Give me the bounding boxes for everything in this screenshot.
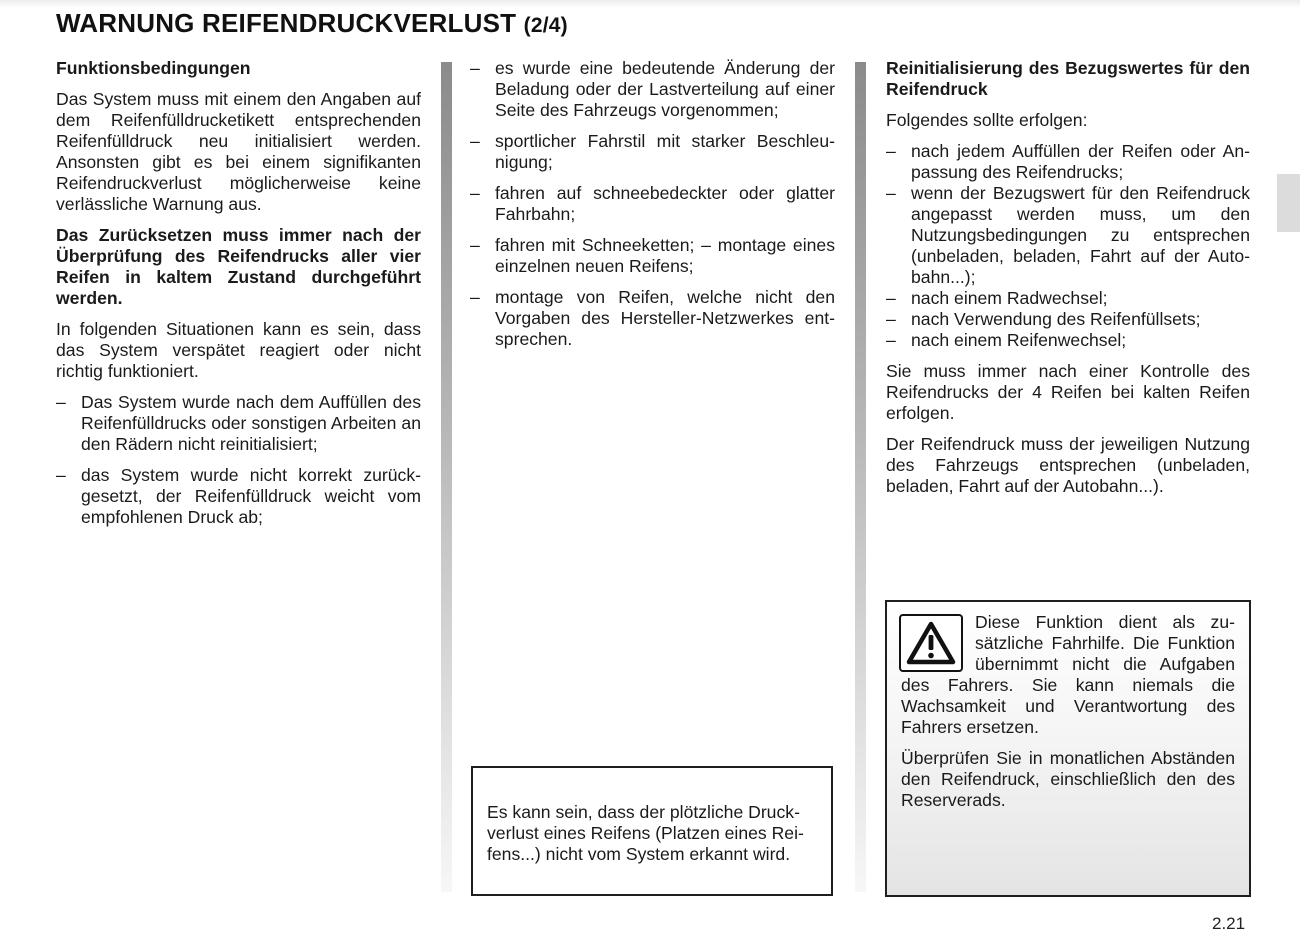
list-item: – es wurde eine bedeutende Änderung der Beladung oder der Lastverteilung auf einer Seite des Fahrzeugs vorgenommen; [470,58,835,121]
paragraph-usage: Der Reifendruck muss der jeweiligen Nutzung des Fahrzeugs entsprechen (unbeladen, beladen, Fahrt auf der Autobahn...). [886,434,1250,496]
reinit-list [886,141,1250,351]
list-item: – Das System wurde nach dem Auffüllen des Reifenfülldrucks oder sonstigen Arbeiten an den Rädern nicht reinitialisiert; [56,392,421,455]
list-item: – das System wurde nicht korrekt zurückgesetzt, der Reifenfülldruck weicht vom empfohlenen Druck ab; [56,465,421,528]
warning-text-driver-aid: Diese Funktion dient als zusätzliche Fahrhilfe. Die Funktion übernimmt nicht die Aufgaben des Fahrers. Sie kann niemals die Wachsamkeit und Verantwortung des Fahrers ersetzen. [901,612,1235,737]
column-right [886,58,1250,507]
page-number: 2.21 [1212,914,1246,933]
section-heading-funktionsbedingungen: Funktionsbedingungen [56,58,251,78]
list-item: – nach jedem Auffüllen der Reifen oder Anpassung des Reifendrucks; [886,141,1250,183]
paragraph-reset-notice: Das Zurücksetzen muss immer nach der Überprüfung des Reifendrucks aller vier Reifen in kaltem Zustand durchgeführt werden. [56,225,421,308]
list-item: – sportlicher Fahrstil mit starker Beschleunigung; [470,131,835,173]
warning-box [885,600,1251,897]
list-item: – fahren auf schneebedeckter oder glatter Fahrbahn; [470,183,835,225]
list-item: – montage von Reifen, welche nicht den Vorgaben des Hersteller-Netzwerkes entsprechen. [470,287,835,350]
warning-triangle-icon [899,614,963,672]
column-separator-left [441,62,452,892]
list-item: – wenn der Bezugswert für den Reifendruck angepasst werden muss, um den Nutzungsbedingungen zu entsprechen (unbeladen, beladen, Fahrt auf der Autobahn...); [886,183,1250,288]
list-item: – nach einem Radwechsel; [886,288,1250,309]
top-shade [0,0,1300,8]
paragraph-situations: In folgenden Situationen kann es sein, dass das System verspätet reagiert oder nicht richtig funktioniert. [56,319,421,381]
paragraph-intro: Folgendes sollte erfolgen: [886,110,1088,130]
note-text: Es kann sein, dass der plötzliche Druckverlust eines Reifens (Platzen eines Reifens...) nicht vom System erkannt wird. [487,802,804,864]
chapter-side-tab [1277,174,1300,232]
column-separator-right [855,62,866,892]
situations-list-continued [470,58,835,350]
page-title-suffix: (2/4) [523,14,568,37]
column-left [56,58,421,538]
situations-list [56,392,421,528]
column-middle [470,58,835,360]
section-heading-reinitialisierung: Reinitialisierung des Bezugswertes für den Reifendruck [886,58,1250,99]
list-item: – nach einem Reifenwechsel; [886,330,1250,351]
note-box-pressure-loss [471,766,833,896]
paragraph-initialization: Das System muss mit einem den Angaben auf dem Reifenfülldrucketikett entsprechenden Reifenfülldruck neu initialisiert werden. Ansonsten gibt es bei einem signifikanten Reifendruckverlust möglicherweise keine verlässliche Warnung aus. [56,89,421,214]
list-item: – fahren mit Schneeketten; – montage eines einzelnen neuen Reifens; [470,235,835,277]
warning-text-monthly-check: Überprüfen Sie in monatlichen Abständen den Reifendruck, einschließlich den des Reserverads. [901,748,1235,810]
page-title [56,8,568,39]
paragraph-cold-tires: Sie muss immer nach einer Kontrolle des Reifendrucks der 4 Reifen bei kalten Reifen erfolgen. [886,361,1250,423]
list-item: – nach Verwendung des Reifenfüllsets; [886,309,1250,330]
page-title-main: WARNUNG REIFENDRUCKVERLUST [56,8,517,38]
